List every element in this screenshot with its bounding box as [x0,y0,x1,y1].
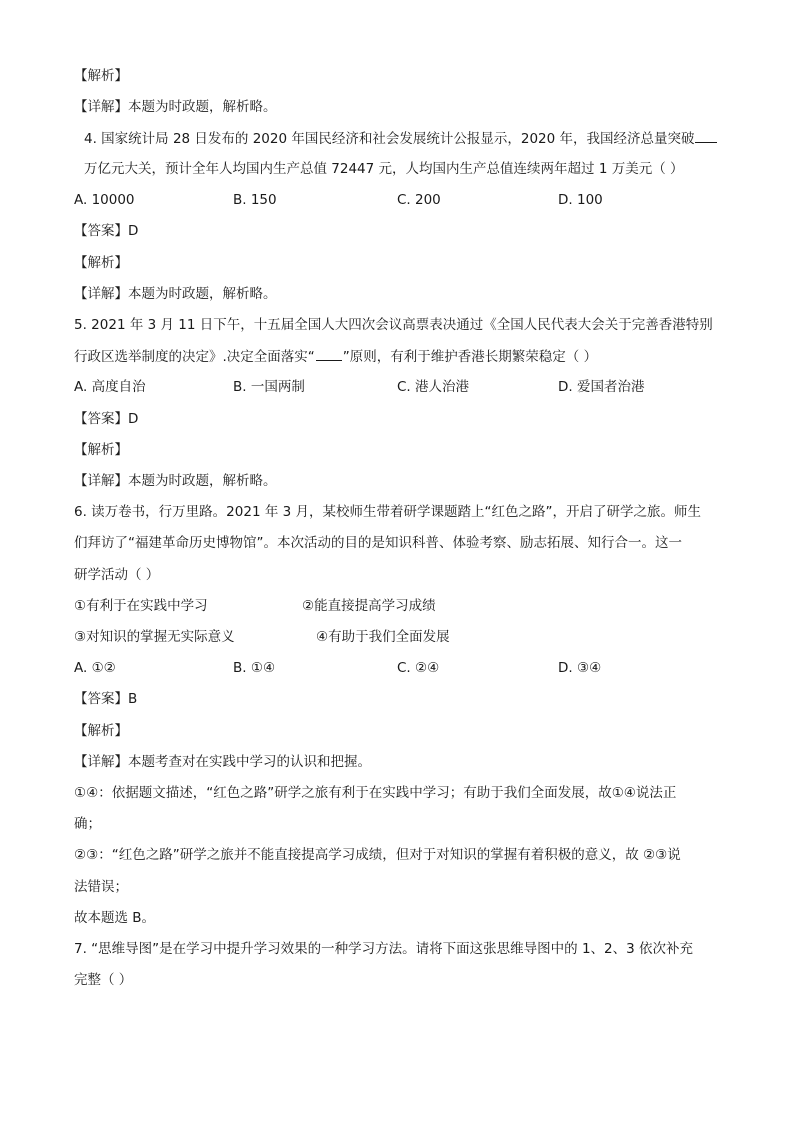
analysis-label: 【解析】 [74,68,128,84]
question-6-option-d: D. ③④ [558,660,602,676]
question-6-option-c: C. ②④ [397,660,440,676]
question-6-statement-3: ③对知识的掌握无实际意义 [74,629,235,645]
question-4-line-2: 万亿元大关，预计全年人均国内生产总值 72447 元，人均国内生产总值连续两年超过 1 万美元（ ） [84,161,684,177]
question-6-line-2: 们拜访了“福建革命历史博物馆”。本次活动的目的是知识科普、体验考察、励志拓展、知行合一。这一 [74,535,682,551]
question-5-option-d: D. 爱国者治港 [558,379,645,395]
question-5-analysis-label: 【解析】 [74,442,128,458]
question-4-analysis-label: 【解析】 [74,255,128,271]
question-6-conclusion: 故本题选 B。 [74,910,156,926]
question-5-line-1: 5. 2021 年 3 月 11 日下午，十五届全国人大四次会议高票表决通过《全国人民代表大会关于完善香港特别 [74,317,713,333]
question-5-detail: 【详解】本题为时政题，解析略。 [74,473,277,489]
question-5-option-b: B. 一国两制 [233,379,305,395]
fill-in-blank [316,346,342,361]
detail-text: 【详解】本题为时政题，解析略。 [74,99,277,115]
question-6-line-1: 6. 读万卷书，行万里路。2021 年 3 月，某校师生带着研学课题踏上“红色之路”，开启了研学之旅。师生 [74,504,701,520]
question-6-explanation-2-line-2: 法错误； [74,879,128,895]
question-5-text-before-blank: 行政区选举制度的决定》.决定全面落实“ [74,349,315,365]
question-4-option-a: A. 10000 [74,192,135,208]
question-6-option-b: B. ①④ [233,660,276,676]
question-4-option-c: C. 200 [397,192,441,208]
question-6-answer: 【答案】B [74,691,138,707]
question-7-line-2: 完整（ ） [74,972,133,988]
question-4-line-1 [84,128,717,148]
question-6-statement-2: ②能直接提高学习成绩 [302,598,436,614]
question-4-option-d: D. 100 [558,192,603,208]
question-6-analysis-label: 【解析】 [74,723,128,739]
question-6-line-3: 研学活动（ ） [74,567,160,583]
question-6-explanation-2-line-1: ②③：“红色之路”研学之旅并不能直接提高学习成绩，但对于对知识的掌握有着积极的意义，故 ②③说 [74,847,681,863]
question-5-text-after-blank: ”原则，有利于维护香港长期繁荣稳定（ ） [342,349,598,365]
question-6-option-a: A. ①② [74,660,116,676]
question-4-answer: 【答案】D [74,223,139,239]
question-5-line-2 [74,346,597,366]
question-6-statement-1: ①有利于在实践中学习 [74,598,208,614]
question-6-explanation-1-line-2: 确； [74,816,101,832]
question-5-answer: 【答案】D [74,411,139,427]
question-4-detail: 【详解】本题为时政题，解析略。 [74,286,277,302]
question-7-line-1: 7. “思维导图”是在学习中提升学习效果的一种学习方法。请将下面这张思维导图中的 1、2、3 依次补充 [74,941,694,957]
question-6-explanation-1-line-1: ①④：依据题文描述，“红色之路”研学之旅有利于在实践中学习；有助于我们全面发展，故①④说法正 [74,785,677,801]
question-5-option-a: A. 高度自治 [74,379,146,395]
question-4-option-b: B. 150 [233,192,277,208]
question-6-detail: 【详解】本题考查对在实践中学习的认识和把握。 [74,754,371,770]
fill-in-blank [695,128,717,143]
question-4-text: 4. 国家统计局 28 日发布的 2020 年国民经济和社会发展统计公报显示，2020 年，我国经济总量突破 [84,131,695,147]
question-5-option-c: C. 港人治港 [397,379,470,395]
question-6-statement-4: ④有助于我们全面发展 [316,629,450,645]
